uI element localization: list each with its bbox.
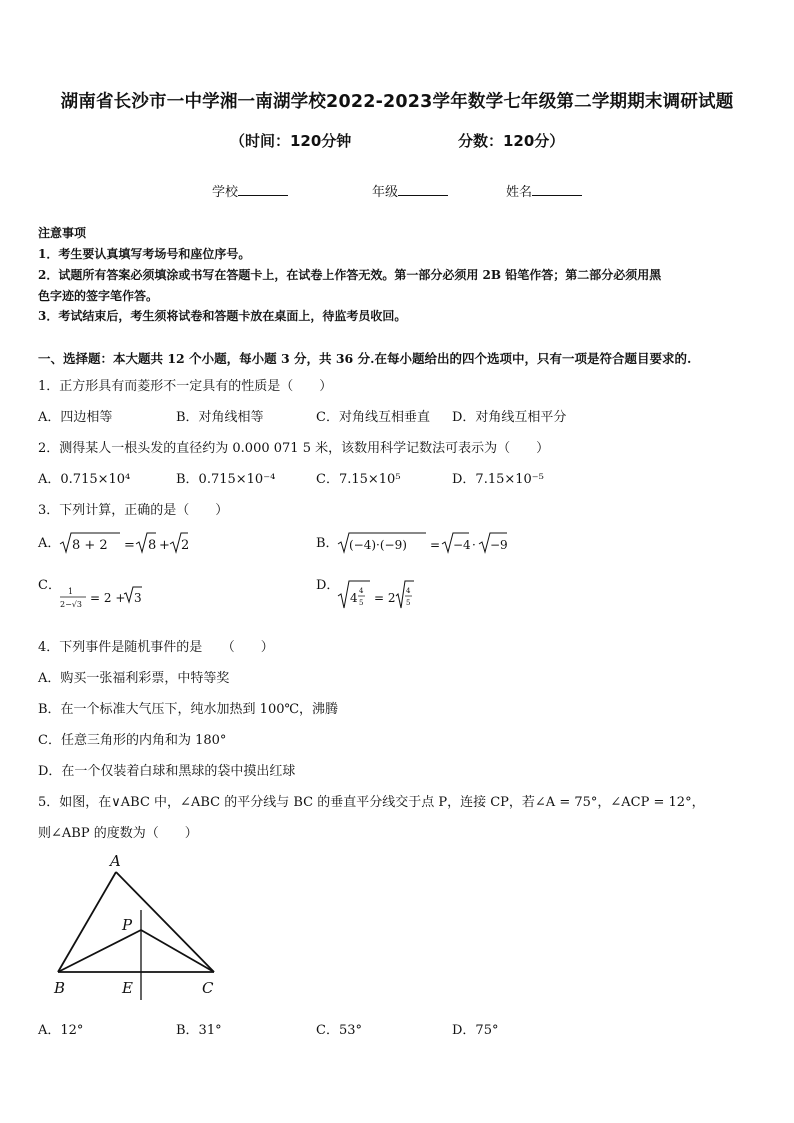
svg-text:(−4)·(−9): (−4)·(−9) <box>349 538 407 552</box>
segment-pc <box>141 930 214 972</box>
svg-text:3: 3 <box>134 591 142 605</box>
q4-option-c[interactable]: C．任意三角形的内角和为 180° <box>38 733 227 748</box>
q5-option-b[interactable]: B．31° <box>176 1023 222 1038</box>
section-heading: 一、选择题：本大题共 12 个小题，每小题 3 分，共 36 分.在每小题给出的四个选项中，只有一项是符合题目要求的. <box>38 351 692 366</box>
school-label: 学校 <box>212 185 239 200</box>
q4-option-b[interactable]: B．在一个标准大气压下，纯水加热到 100℃，沸腾 <box>38 702 339 717</box>
svg-text:−9: −9 <box>490 538 508 552</box>
question-3-stem: 3．下列计算，正确的是（ ） <box>38 503 229 518</box>
svg-text:= 2 +: = 2 + <box>90 591 126 605</box>
name-label: 姓名 <box>506 185 533 200</box>
school-field[interactable] <box>212 181 288 200</box>
label-c: C <box>202 979 214 997</box>
option-letter: D． <box>316 578 340 593</box>
label-e: E <box>122 979 133 997</box>
svg-text:5: 5 <box>359 599 364 607</box>
q2-option-d[interactable]: D．7.15×10⁻⁵ <box>452 472 544 487</box>
q1-option-c[interactable]: C．对角线互相垂直 <box>316 410 430 425</box>
svg-text:=: = <box>430 538 441 552</box>
note-item: 3．考试结束后，考生须将试卷和答题卡放在桌面上，待监考员收回。 <box>38 309 407 323</box>
page-title: 湖南省长沙市一中学湘一南湖学校2022-2023学年数学七年级第二学期期末调研试题 <box>60 92 734 112</box>
svg-text:8: 8 <box>148 538 157 553</box>
svg-text:·: · <box>472 538 476 552</box>
grade-blank[interactable] <box>398 183 448 196</box>
exam-score: 分数：120分） <box>458 132 565 150</box>
label-p: P <box>122 916 133 934</box>
q3-option-b-formula <box>336 530 516 556</box>
note-item: 1．考生要认真填写考场号和座位序号。 <box>38 247 251 261</box>
q1-option-d[interactable]: D．对角线互相平分 <box>452 410 567 425</box>
svg-text:=: = <box>124 538 135 553</box>
q3-option-d-formula <box>336 578 426 612</box>
svg-text:2−√3: 2−√3 <box>60 600 82 609</box>
option-letter: A． <box>38 536 61 551</box>
svg-text:−4: −4 <box>453 538 471 552</box>
q3-option-a-formula <box>58 530 188 556</box>
svg-text:2: 2 <box>181 538 190 553</box>
svg-text:5: 5 <box>406 599 411 607</box>
q5-option-d[interactable]: D．75° <box>452 1023 499 1038</box>
q5-option-a[interactable]: A．12° <box>38 1023 84 1038</box>
notes-heading: 注意事项 <box>38 226 87 240</box>
school-blank[interactable] <box>238 183 288 196</box>
option-letter: B． <box>316 536 339 551</box>
svg-text:= 2: = 2 <box>374 591 396 605</box>
grade-label: 年级 <box>372 185 399 200</box>
note-item: 2．试题所有答案必须填涂或书写在答题卡上，在试卷上作答无效。第一部分必须用 2B 铅笔作答；第二部分必须用黑 <box>38 268 662 282</box>
question-4-stem: 4．下列事件是随机事件的是 （ ） <box>38 640 274 655</box>
option-letter: C． <box>38 578 61 593</box>
svg-text:4: 4 <box>350 591 358 605</box>
question-5-stem-cont: 则∠ABP 的度数为（ ） <box>38 826 198 841</box>
q1-option-a[interactable]: A．四边相等 <box>38 410 113 425</box>
name-field[interactable] <box>506 181 582 200</box>
grade-field[interactable] <box>372 181 448 200</box>
svg-text:4: 4 <box>406 587 411 595</box>
svg-text:4: 4 <box>359 587 364 595</box>
question-2-stem: 2．测得某人一根头发的直径约为 0.000 071 5 米，该数用科学记数法可表示为（ ） <box>38 441 550 456</box>
question-1-stem: 1．正方形具有而菱形不一定具有的性质是（ ） <box>38 379 333 394</box>
svg-text:8 + 2: 8 + 2 <box>72 538 108 553</box>
q2-option-a[interactable]: A．0.715×10⁴ <box>38 472 131 487</box>
q4-option-a[interactable]: A．购买一张福利彩票，中特等奖 <box>38 671 230 686</box>
name-blank[interactable] <box>532 183 582 196</box>
svg-text:+: + <box>159 538 170 553</box>
note-item: 色字迹的签字笔作答。 <box>38 289 159 303</box>
q4-option-d[interactable]: D．在一个仅装着白球和黑球的袋中摸出红球 <box>38 764 296 779</box>
exam-time: （时间：120分钟 <box>230 132 352 150</box>
svg-text:1: 1 <box>68 587 74 596</box>
triangle-figure <box>40 848 240 1008</box>
q3-option-c-formula <box>58 584 158 614</box>
q1-option-b[interactable]: B．对角线相等 <box>176 410 264 425</box>
q5-option-c[interactable]: C．53° <box>316 1023 362 1038</box>
q2-option-b[interactable]: B．0.715×10⁻⁴ <box>176 472 276 487</box>
question-5-stem: 5．如图，在∨ABC 中，∠ABC 的平分线与 BC 的垂直平分线交于点 P，连接 CP，若∠A = 75°，∠ACP = 12°， <box>38 795 705 810</box>
label-b: B <box>54 979 66 997</box>
label-a: A <box>110 852 121 870</box>
q2-option-c[interactable]: C．7.15×10⁵ <box>316 472 401 487</box>
